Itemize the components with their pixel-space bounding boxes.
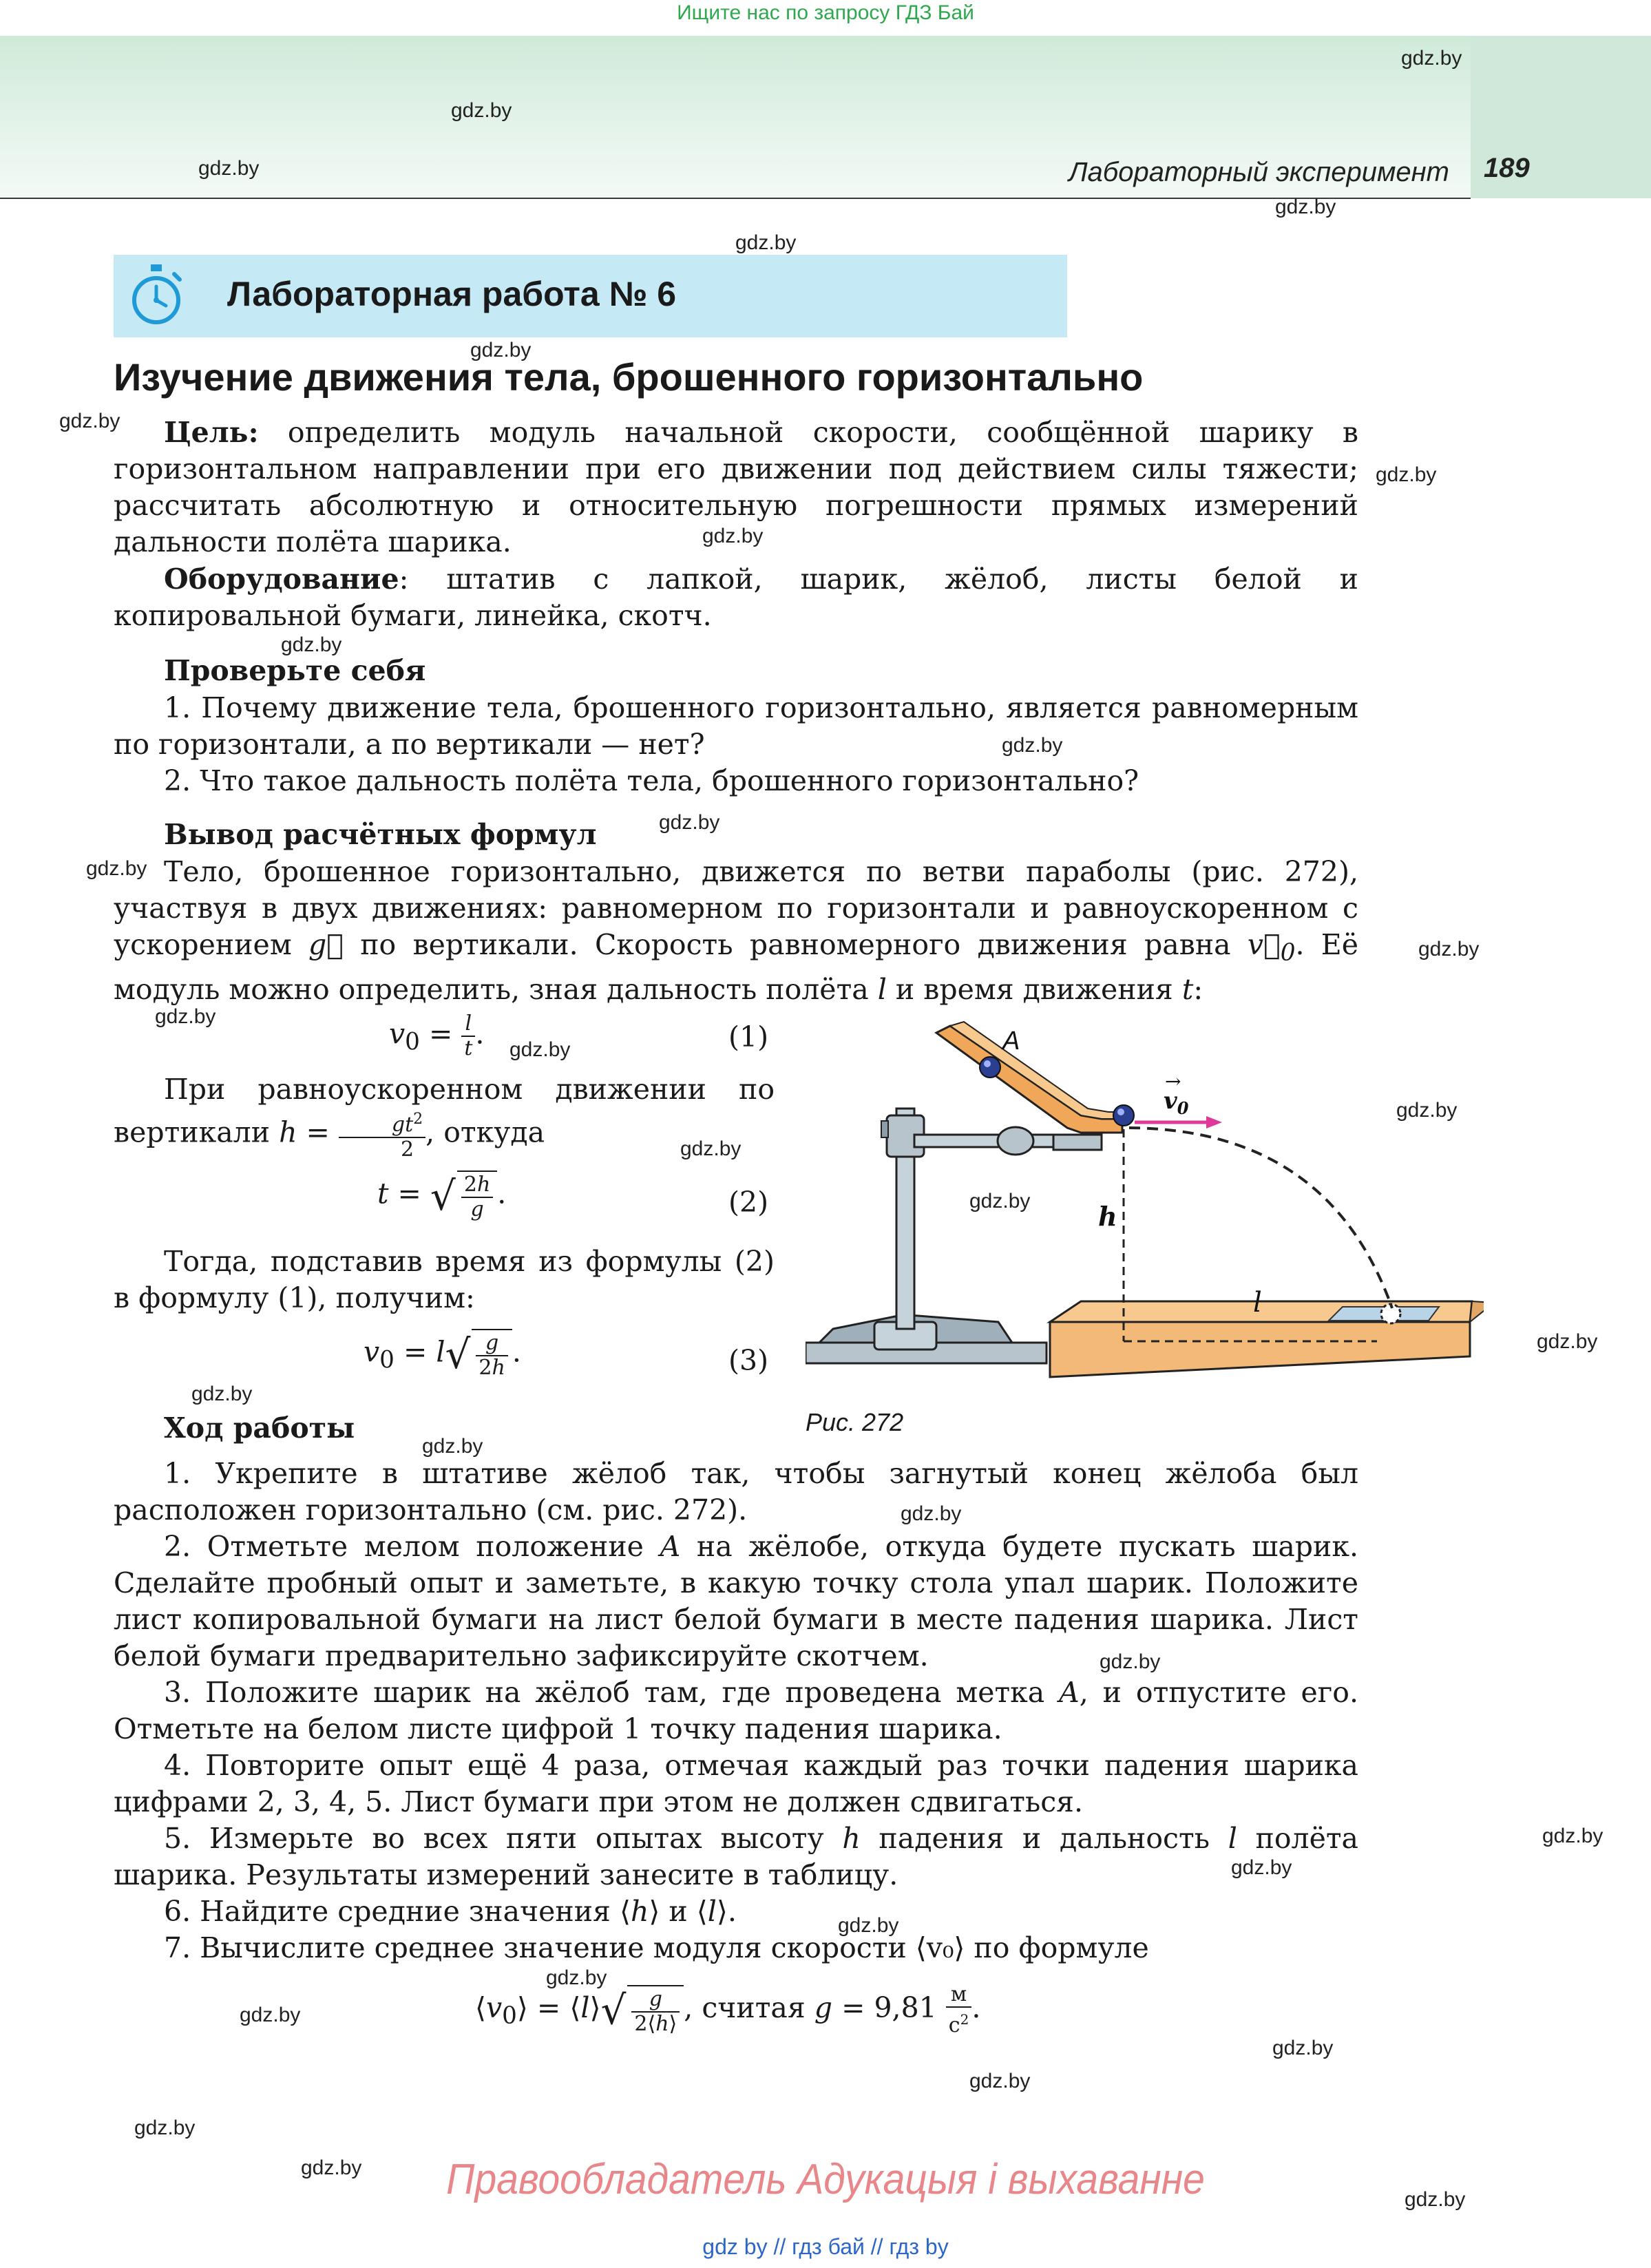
- watermark: gdz.by: [702, 525, 764, 547]
- top-banner-text: Ищите нас по запросу ГДЗ Бай: [677, 1, 974, 24]
- table-board: [1050, 1322, 1470, 1377]
- mark-a: A: [660, 1530, 681, 1563]
- header-title: Лабораторный эксперимент: [1069, 157, 1449, 187]
- step-text: полёта шарика. Результаты измерений занесите в таблицу.: [114, 1822, 1358, 1891]
- header-divider: [0, 198, 1471, 199]
- derivation-text: по вертикали. Скорость равномерного движения равна: [343, 928, 1248, 961]
- derivation-text: Тело, брошенное горизонтально, движется по ветви параболы (рис. 272), участвуя в двух движениях: равномерном по горизонтали и равноускоренном с ускорением: [114, 855, 1358, 961]
- formula-text: , считая: [684, 1991, 814, 2024]
- top-banner: [0, 0, 1651, 30]
- formula-1: $v_0$ = $\frac{l}{t}$ .: [389, 1011, 485, 1060]
- watermark: gdz.by: [59, 410, 120, 432]
- equation-number-1: (1): [728, 1020, 769, 1053]
- goal-paragraph: [114, 414, 1358, 560]
- watermark: gdz.by: [546, 1966, 607, 1989]
- label-h: h: [1098, 1201, 1117, 1232]
- watermark: gdz.by: [659, 811, 720, 834]
- vertical-motion-text: При равноускоренном движении по вертикали h = $\frac{gt^2}{2}$ , откуда: [114, 1073, 775, 1162]
- var-l: l: [1228, 1822, 1237, 1855]
- figure-272: [806, 1019, 1484, 1405]
- lab-title: Лабораторная работа № 6: [227, 275, 677, 313]
- step-text: 5. Измерьте во всех пяти опытах высоту: [164, 1822, 843, 1855]
- watermark: gdz.by: [301, 2156, 362, 2179]
- derivation-text: и время движения: [886, 973, 1182, 1007]
- derivation-heading: Вывод расчётных формул: [164, 818, 597, 851]
- watermark: gdz.by: [1537, 1330, 1598, 1353]
- watermark: gdz.by: [838, 1914, 899, 1937]
- watermark: gdz.by: [901, 1502, 962, 1525]
- procedure-step-1: 1. Укрепите в штативе жёлоб так, чтобы загнутый конец жёлоба был расположен горизонтально (см. рис. 272).: [114, 1457, 1358, 1526]
- watermark: gdz.by: [969, 2070, 1031, 2092]
- label-l: l: [1253, 1287, 1262, 1319]
- watermark: gdz.by: [422, 1435, 483, 1458]
- watermark: gdz.by: [1002, 734, 1063, 757]
- procedure-step-5: [114, 1820, 1358, 1893]
- watermark: gdz.by: [1418, 938, 1480, 960]
- check-heading: Проверьте себя: [164, 654, 426, 687]
- watermark: gdz.by: [86, 857, 147, 880]
- watermark: gdz.by: [191, 1383, 253, 1405]
- watermark: gdz.by: [1275, 196, 1336, 218]
- copyright-owner: Правообладатель Адукацыя і выхаванне: [446, 2156, 1205, 2203]
- footer-links[interactable]: gdz by // гдз бай // гдз by: [702, 2234, 949, 2259]
- step-text: и: [660, 1895, 697, 1928]
- trajectory: [1129, 1128, 1392, 1308]
- procedure-step-7: 7. Вычислите среднее значение модуля скорости ⟨v₀⟩ по формуле: [164, 1931, 1149, 1964]
- step-text: .: [727, 1895, 737, 1928]
- watermark: gdz.by: [1231, 1856, 1292, 1879]
- procedure-step-3: [114, 1674, 1358, 1747]
- mark-a: A: [1059, 1676, 1080, 1709]
- ball-start: [980, 1057, 1000, 1078]
- step-text: 6. Найдите средние значения: [164, 1895, 620, 1928]
- step-text: 3. Положите шарик на жёлоб там, где проведена метка: [164, 1676, 1060, 1709]
- watermark: gdz.by: [240, 2004, 301, 2026]
- g-value: = 9,81: [841, 1991, 937, 2024]
- watermark: gdz.by: [134, 2117, 196, 2139]
- goal-label: Цель:: [164, 416, 259, 449]
- substitution-text: Тогда, подставив время из формулы (2) в формулу (1), получим:: [114, 1245, 775, 1314]
- figure-caption: Рис. 272: [806, 1408, 904, 1436]
- watermark: gdz.by: [470, 339, 532, 361]
- watermark: gdz.by: [281, 633, 342, 656]
- watermark: gdz.by: [198, 157, 260, 180]
- var-h: h: [842, 1822, 861, 1855]
- step-text: , и отпустите его. Отметьте на белом листе цифрой 1 точку падения шарика.: [114, 1676, 1358, 1745]
- check-question-1: 1. Почему движение тела, брошенного горизонтально, является равномерным по горизонтали, а по вертикали — нет?: [114, 691, 1358, 761]
- check-question-2: 2. Что такое дальность полёта тела, брошенного горизонтально?: [164, 764, 1139, 797]
- watermark: gdz.by: [1405, 2188, 1466, 2211]
- watermark: gdz.by: [680, 1137, 742, 1160]
- procedure-step-2: [114, 1529, 1358, 1674]
- derivation-text: , откуда: [425, 1115, 545, 1149]
- stopwatch-icon: [127, 262, 185, 328]
- formula-final: $⟨v_0⟩$ = ⟨l⟩√ $\frac{g}{2⟨h⟩}$ , считая g = 9,81 $\frac{м}{с^2}$ .: [475, 1982, 981, 2037]
- watermark: gdz.by: [1272, 2037, 1334, 2059]
- watermark: gdz.by: [155, 1005, 216, 1028]
- g-vector: g⃗: [308, 928, 344, 961]
- step-text: падения и дальность: [860, 1822, 1228, 1855]
- watermark: gdz.by: [969, 1190, 1031, 1212]
- v0-vector: $v⃗_0$: [1247, 928, 1296, 967]
- label-a: A: [1002, 1027, 1020, 1056]
- watermark: gdz.by: [1401, 47, 1462, 70]
- derivation-text: . Её модуль можно определить, зная дальность полёта: [114, 928, 1358, 1007]
- svg-text:→: →: [1165, 1070, 1181, 1093]
- watermark: gdz.by: [1376, 463, 1437, 486]
- var-l: l: [877, 973, 887, 1007]
- equation-number-3: (3): [728, 1344, 769, 1377]
- equipment-label: Оборудование: [164, 563, 399, 596]
- watermark: gdz.by: [1396, 1099, 1458, 1122]
- derivation-paragraph: [114, 854, 1358, 1008]
- label-v0: $v_0$: [1164, 1087, 1189, 1118]
- equipment-paragraph: [114, 561, 1358, 634]
- watermark: gdz.by: [735, 231, 797, 254]
- derivation-text: :: [1193, 973, 1203, 1007]
- procedure-step-6: 6. Найдите средние значения ⟨h⟩ и ⟨l⟩.: [164, 1895, 737, 1928]
- watermark: gdz.by: [1542, 1825, 1603, 1847]
- var-t: t: [1181, 973, 1194, 1007]
- ball-edge: [1113, 1105, 1134, 1126]
- watermark: gdz.by: [451, 99, 512, 122]
- step-text: на жёлобе, откуда будете пускать шарик. Сделайте пробный опыт и заметьте, в какую точку стола упал шарик. Положите лист копировальной бумаги на лист белой бумаги в месте падения шарика. Лист белой бумаги предварительно зафиксируйте скотчем.: [114, 1530, 1358, 1672]
- equipment-text: : штатив с лапкой, шарик, жёлоб, листы белой и копировальной бумаги, линейка, скотч.: [114, 563, 1358, 632]
- derivation-text: При равноускоренном движении по вертикали: [114, 1073, 775, 1149]
- equation-number-2: (2): [728, 1186, 769, 1219]
- step-text: 2. Отметьте мелом положение: [164, 1530, 660, 1563]
- formula-2: t = √ $\frac{2h}{g}$ .: [377, 1170, 506, 1221]
- procedure-step-4: 4. Повторите опыт ещё 4 раза, отмечая каждый раз точки падения шарика цифрами 2, 3, 4, 5. Лист бумаги при этом не должен сдвигаться.: [114, 1749, 1358, 1818]
- goal-text: определить модуль начальной скорости, сообщённой шарику в горизонтальном направлении при его движении под действием силы тяжести; рассчитать абсолютную и относительную погрешности прямых измерений дальности полёта шарика.: [114, 416, 1358, 558]
- watermark: gdz.by: [509, 1038, 571, 1061]
- watermark: gdz.by: [1100, 1650, 1161, 1673]
- formula-3: $v_0 = l√$ $\frac{g}{2h}$ .: [364, 1329, 521, 1380]
- page-title: Изучение движения тела, брошенного горизонтально: [114, 355, 1144, 399]
- procedure-heading: Ход работы: [164, 1411, 355, 1445]
- page-number: 189: [1484, 153, 1530, 183]
